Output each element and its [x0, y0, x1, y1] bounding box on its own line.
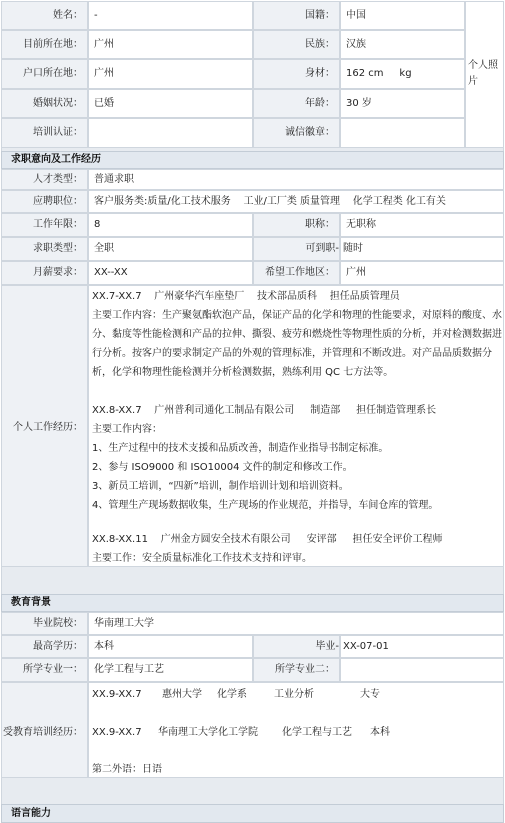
age-value: 30 岁 [340, 89, 465, 118]
exp2-item-1: 1、生产过程中的技术支援和品质改善，制造作业指导书制定标准。 [92, 443, 389, 454]
edu2-school: 华南理工大学化工学院 [158, 727, 258, 738]
work-years-label: 工作年限： [1, 213, 88, 237]
nationality-label: 国籍： [253, 1, 340, 30]
experience-content [88, 285, 504, 567]
job-type-value: 全职 [88, 237, 253, 261]
work-years-value: 8 [88, 213, 253, 237]
salary-label: 月薪要求： [1, 261, 88, 285]
exp1-header: XX.7-XX.7 广州豪华汽车座垫厂 技术部品质科 担任品质管理员 [92, 291, 400, 302]
section-separator [1, 778, 504, 804]
arrival-value: 随时 [340, 237, 504, 261]
photo-cell [465, 1, 504, 148]
name-value: - [88, 1, 253, 30]
exp2-item-4: 4、管理生产现场数据收集，生产现场的作业规范，并指导，车间仓库的管理。 [92, 500, 439, 511]
hukou-label: 户口所在地： [1, 59, 88, 89]
degree-value: 本科 [88, 635, 253, 658]
edu-training-content [88, 682, 504, 778]
marital-label: 婚姻状况： [1, 89, 88, 118]
degree-label: 最高学历： [1, 635, 88, 658]
work-area-value: 广州 [340, 261, 504, 285]
ethnicity-value: 汉族 [340, 30, 465, 59]
major2-value [340, 658, 504, 682]
age-label: 年龄： [253, 89, 340, 118]
edu1-school: 惠州大学 [162, 689, 202, 700]
graduation-label: 毕业- [253, 635, 340, 658]
graduation-value: XX-07-01 [340, 635, 504, 658]
job-title-label: 职称： [253, 213, 340, 237]
nationality-value: 中国 [340, 1, 465, 30]
edu1-field: 工业分析 [274, 689, 314, 700]
experience-label [1, 285, 88, 567]
edu-training-label [1, 682, 88, 778]
location-label: 目前所在地： [1, 30, 88, 59]
work-area-label: 希望工作地区： [253, 261, 340, 285]
major1-label: 所学专业一： [1, 658, 88, 682]
salary-value: XX--XX [88, 261, 253, 285]
height-label: 身材： [253, 59, 340, 89]
exp2-header: XX.8-XX.7 广州普利司通化工制品有限公司 制造部 担任制造管理系长 [92, 405, 437, 416]
edu1-level: 大专 [360, 689, 380, 700]
edu-training-label-text: 受教育培训经历： [3, 727, 83, 738]
job-title-value: 无职称 [340, 213, 504, 237]
school-value: 华南理工大学 [88, 612, 504, 635]
talent-type-label: 人才类型： [1, 169, 88, 190]
experience-label-text: 个人工作经历： [13, 422, 83, 433]
position-label: 应聘职位： [1, 190, 88, 213]
photo-label: 个人照片 [468, 60, 498, 87]
exp3-description: 主要工作：安全质量标准化工作技术支持和评审。 [92, 553, 312, 564]
edu1-major: 化学系 [217, 689, 247, 700]
hukou-value: 广州 [88, 59, 253, 89]
edu2-level: 本科 [370, 727, 390, 738]
ethnicity-label: 民族： [253, 30, 340, 59]
exp1-description: 主要工作内容：生产聚氨酯软泡产品，保证产品的化学和物理的性能要求，对原料的酸度、水分、黏度等性能检测和产品的拉伸、撕裂、疲劳和燃烧性等物理性质的分析，并对检测数据进行分析。按客户的要求制定产品的外观的管理标准，并管理和不断改进。对产品品质数据分析，化学和物理性能检测并分析检测数据，熟练利用 QC 七方法等。 [92, 310, 502, 378]
exp2-item-2: 2、参与 ISO9000 和 ISO10004 文件的制定和修改工作。 [92, 462, 353, 473]
major1-value: 化学工程与工艺 [88, 658, 253, 682]
position-value: 客户服务类:质量/化工技术服务 工业/工厂类 质量管理 化学工程类 化工有关 [88, 190, 504, 213]
language-section-title: 语言能力 [1, 804, 504, 823]
edu2-major: 化学工程与工艺 [282, 727, 352, 738]
second-language: 第二外语：日语 [92, 764, 162, 775]
job-section-title: 求职意向及工作经历 [1, 151, 504, 169]
training-cert-label: 培训认证： [1, 118, 88, 148]
exp3-header: XX.8-XX.11 广州金方圆安全技术有限公司 安评部 担任安全评价工程师 [92, 534, 443, 545]
school-label: 毕业院校： [1, 612, 88, 635]
arrival-label: 可到职- [253, 237, 340, 261]
name-label: 姓名： [1, 1, 88, 30]
height-value: 162 cm kg [340, 59, 465, 89]
edu2-period: XX.9-XX.7 [92, 727, 142, 738]
exp2-content-title: 主要工作内容： [92, 424, 162, 435]
job-type-label: 求职类型： [1, 237, 88, 261]
education-section-title: 教育背景 [1, 594, 504, 612]
location-value: 广州 [88, 30, 253, 59]
exp2-item-3: 3、新员工培训，“四新”培训，制作培训计划和培训资料。 [92, 481, 349, 492]
credit-badge-value [340, 118, 465, 148]
training-cert-value [88, 118, 253, 148]
edu1-period: XX.9-XX.7 [92, 689, 142, 700]
section-separator [1, 567, 504, 594]
talent-type-value: 普通求职 [88, 169, 504, 190]
major2-label: 所学专业二： [253, 658, 340, 682]
credit-badge-label: 诚信徽章： [253, 118, 340, 148]
marital-value: 已婚 [88, 89, 253, 118]
